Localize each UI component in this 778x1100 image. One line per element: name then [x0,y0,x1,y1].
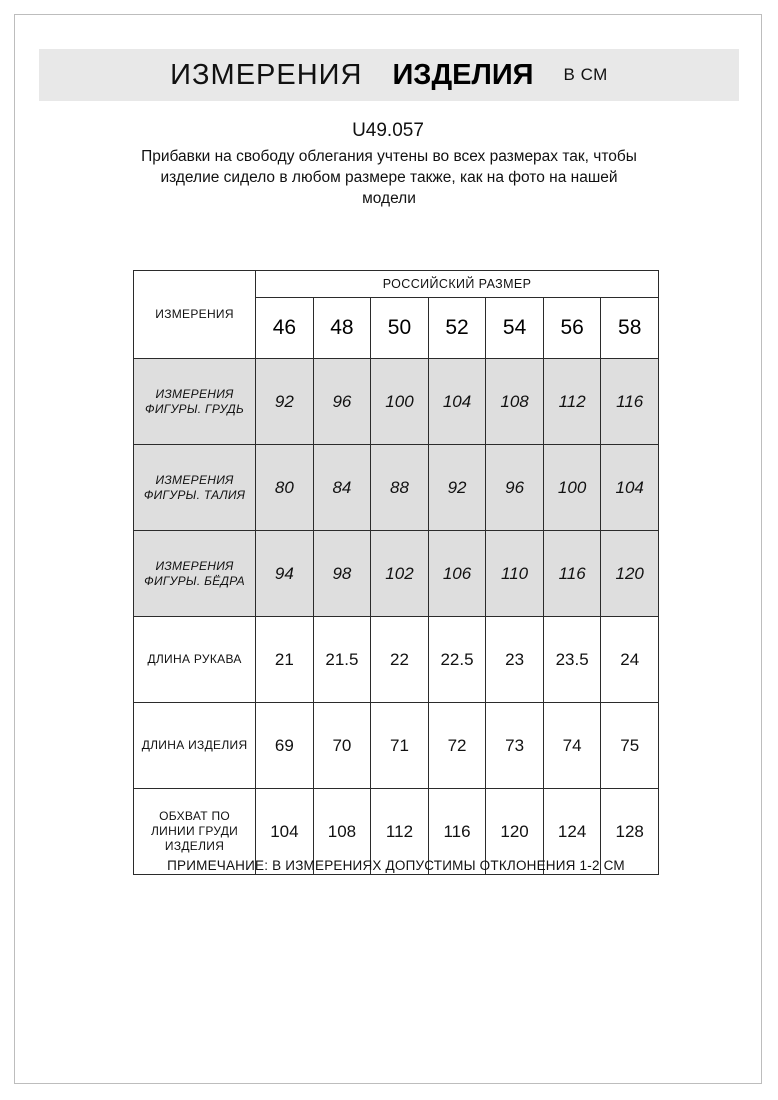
table-cell: 22.5 [428,617,486,703]
header-title-secondary: ИЗДЕЛИЯ [392,58,534,91]
table-cell: 98 [313,531,371,617]
row-label: ОБХВАТ ПО ЛИНИИ ГРУДИ ИЗДЕЛИЯ [134,789,256,875]
table-cell: 71 [371,703,429,789]
size-header-cell: 48 [313,298,371,359]
header-title-primary: ИЗМЕРЕНИЯ [170,58,363,91]
table-cell: 24 [601,617,659,703]
table-cell: 100 [371,359,429,445]
table-cell: 116 [601,359,659,445]
size-group-header: РОССИЙСКИЙ РАЗМЕР [256,271,659,298]
table-cell: 96 [486,445,544,531]
table-cell: 92 [428,445,486,531]
table-cell: 106 [428,531,486,617]
table-cell: 108 [486,359,544,445]
table-cell: 73 [486,703,544,789]
table-cell: 21 [256,617,314,703]
table-cell: 120 [601,531,659,617]
document-page [14,14,762,1084]
table-cell: 102 [371,531,429,617]
table-row [134,617,659,703]
table-cell: 116 [543,531,601,617]
document-header-band [39,49,739,101]
table-cell: 74 [543,703,601,789]
table-cell: 110 [486,531,544,617]
row-label-header: ИЗМЕРЕНИЯ [134,271,256,359]
size-header-cell: 52 [428,298,486,359]
table-cell: 128 [601,789,659,875]
table-row [134,703,659,789]
table-cell: 104 [256,789,314,875]
table-cell: 23.5 [543,617,601,703]
table-cell: 94 [256,531,314,617]
table-cell: 22 [371,617,429,703]
size-header-cell: 50 [371,298,429,359]
article-code: U49.057 [352,120,424,141]
table-row [134,445,659,531]
table-cell: 72 [428,703,486,789]
table-cell: 84 [313,445,371,531]
row-label: ИЗМЕРЕНИЯ ФИГУРЫ. ГРУДЬ [134,359,256,445]
table-cell: 21.5 [313,617,371,703]
table-cell: 69 [256,703,314,789]
description-text: Прибавки на свободу облегания учтены во всех размерах так, чтобы изделие сидело в любом размере также, как на фото на нашей модели [141,148,637,207]
table-cell: 116 [428,789,486,875]
table-cell: 23 [486,617,544,703]
size-header-cell: 58 [601,298,659,359]
table-cell: 88 [371,445,429,531]
table-cell: 92 [256,359,314,445]
size-header-cell: 46 [256,298,314,359]
table-cell: 104 [601,445,659,531]
table-cell: 104 [428,359,486,445]
table-cell: 80 [256,445,314,531]
row-label: ИЗМЕРЕНИЯ ФИГУРЫ. БЁДРА [134,531,256,617]
size-header-cell: 54 [486,298,544,359]
header-units-label: В СМ [563,65,608,84]
table-row [134,359,659,445]
table-cell: 124 [543,789,601,875]
table-cell: 112 [371,789,429,875]
table-group-header-row [134,271,659,298]
table-cell: 120 [486,789,544,875]
table-cell: 108 [313,789,371,875]
row-label: ДЛИНА РУКАВА [134,617,256,703]
measurements-table [133,270,659,875]
table-cell: 112 [543,359,601,445]
size-header-cell: 56 [543,298,601,359]
table-note: ПРИМЕЧАНИЕ: В ИЗМЕРЕНИЯХ ДОПУСТИМЫ ОТКЛОНЕНИЯ 1-2 СМ [167,858,625,873]
table-cell: 75 [601,703,659,789]
table-cell: 100 [543,445,601,531]
row-label: ИЗМЕРЕНИЯ ФИГУРЫ. ТАЛИЯ [134,445,256,531]
table-cell: 70 [313,703,371,789]
row-label: ДЛИНА ИЗДЕЛИЯ [134,703,256,789]
table-row [134,531,659,617]
table-cell: 96 [313,359,371,445]
